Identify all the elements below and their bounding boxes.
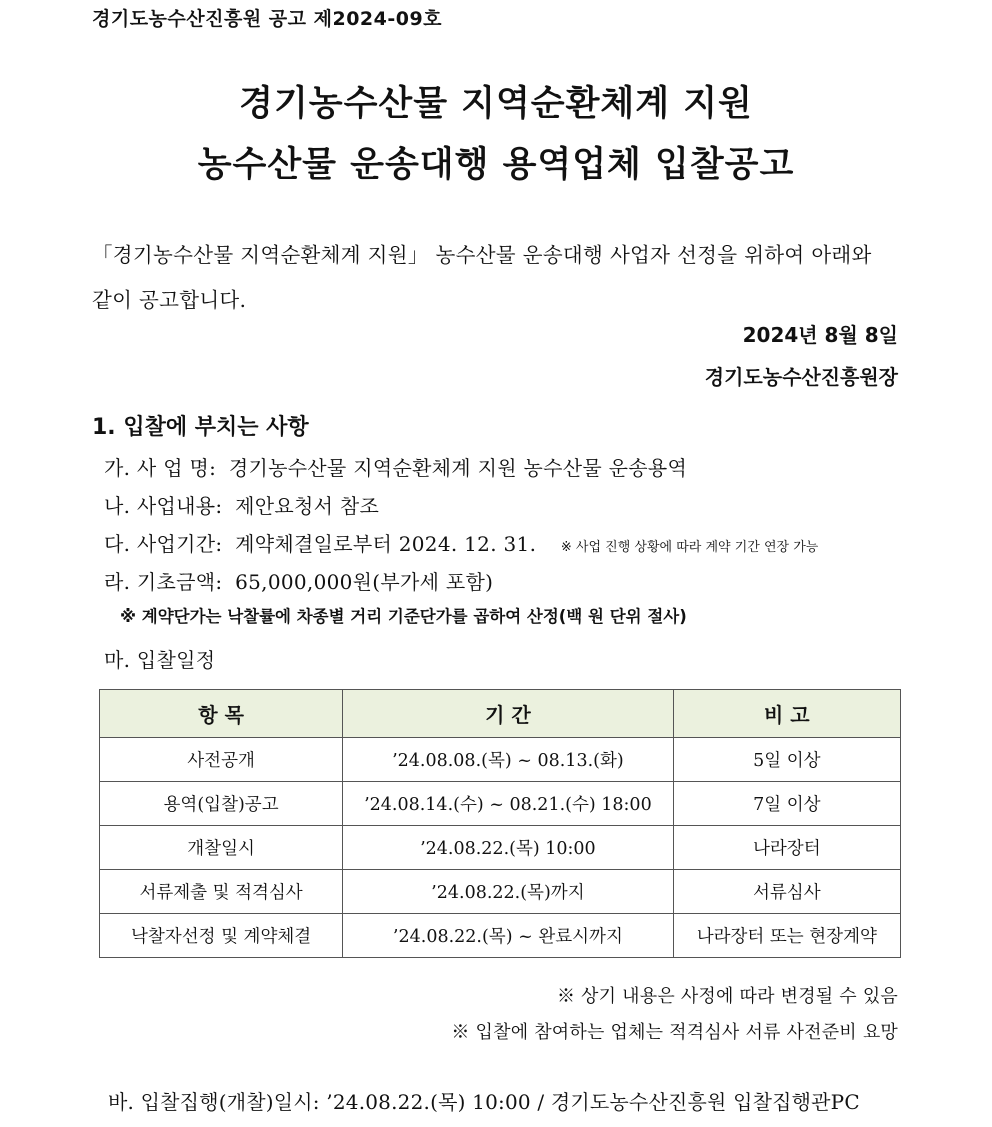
table-row (100, 738, 901, 782)
item-label: 나. 사업내용: (104, 494, 223, 518)
table-row (100, 870, 901, 914)
table-cell: 개찰일시 (100, 826, 343, 870)
table-cell: ’24.08.08.(목) ~ 08.13.(화) (343, 738, 673, 782)
table-cell: ’24.08.22.(목) 10:00 (343, 826, 673, 870)
unit-price-note: ※ 계약단가는 낙찰률에 차종별 거리 기준단가를 곱하여 산정(백 원 단위 절사) (120, 607, 687, 626)
header-cell: 항 목 (100, 690, 343, 738)
item-bid-schedule (104, 644, 215, 673)
announcement-date: 2024년 8월 8일 (742, 323, 898, 347)
item-value: 계약체결일로부터 2024. 12. 31. (235, 532, 537, 556)
footnote-document-prep: ※ 입찰에 참여하는 업체는 적격심사 서류 사전준비 요망 (451, 1022, 898, 1043)
item-value: 경기농수산물 지역순환체계 지원 농수산물 운송용역 (228, 456, 688, 480)
intro-paragraph (92, 233, 904, 323)
table-row (100, 826, 901, 870)
table-cell: ’24.08.14.(수) ~ 08.21.(수) 18:00 (343, 782, 673, 826)
table-cell: 용역(입찰)공고 (100, 782, 343, 826)
table-cell: ’24.08.22.(목)까지 (343, 870, 673, 914)
item-label: 마. 입찰일정 (104, 648, 216, 672)
table-row (100, 782, 901, 826)
table-cell: 낙찰자선정 및 계약체결 (100, 914, 343, 958)
intro-line-1: 「경기농수산물 지역순환체계 지원」 농수산물 운송대행 사업자 선정을 위하여 아래와 (92, 243, 872, 267)
issuer: 경기도농수산진흥원장 (704, 365, 898, 389)
table-cell: 나라장터 (673, 826, 900, 870)
table-cell: 나라장터 또는 현장계약 (673, 914, 900, 958)
item-project-period (104, 528, 818, 557)
footnote-change-notice: ※ 상기 내용은 사정에 따라 변경될 수 있음 (556, 986, 898, 1007)
item-value: 65,000,000원(부가세 포함) (235, 570, 494, 594)
header-cell: 기 간 (343, 690, 673, 738)
intro-line-2: 같이 공고합니다. (92, 288, 247, 312)
table-cell: 5일 이상 (673, 738, 900, 782)
title-line-1: 경기농수산물 지역순환체계 지원 (239, 84, 753, 124)
header-cell: 비 고 (673, 690, 900, 738)
table-header-row (100, 690, 901, 738)
item-base-amount (104, 566, 493, 595)
table-cell: 서류제출 및 적격심사 (100, 870, 343, 914)
item-value: 제안요청서 참조 (235, 494, 380, 518)
title-line-2: 농수산물 운송대행 용역업체 입찰공고 (197, 145, 795, 185)
notice-number: 경기도농수산진흥원 공고 제2024-09호 (92, 8, 443, 30)
item-bid-execution: 바. 입찰집행(개찰)일시: ’24.08.22.(목) 10:00 / 경기도농수산진흥원 입찰집행관PC (108, 1090, 860, 1114)
period-extension-note: ※ 사업 진행 상황에 따라 계약 기간 연장 가능 (560, 540, 819, 555)
item-label: 라. 기초금액: (104, 570, 223, 594)
item-label: 가. 사 업 명: (104, 456, 217, 480)
item-project-name (104, 452, 687, 481)
table-cell: 서류심사 (673, 870, 900, 914)
section-1-title: 1. 입찰에 부치는 사항 (92, 415, 309, 440)
table-cell: ’24.08.22.(목) ~ 완료시까지 (343, 914, 673, 958)
table-row (100, 914, 901, 958)
item-project-content (104, 490, 379, 519)
table-cell: 사전공개 (100, 738, 343, 782)
bid-schedule-table (99, 689, 901, 958)
table-cell: 7일 이상 (673, 782, 900, 826)
item-label: 다. 사업기간: (104, 532, 223, 556)
